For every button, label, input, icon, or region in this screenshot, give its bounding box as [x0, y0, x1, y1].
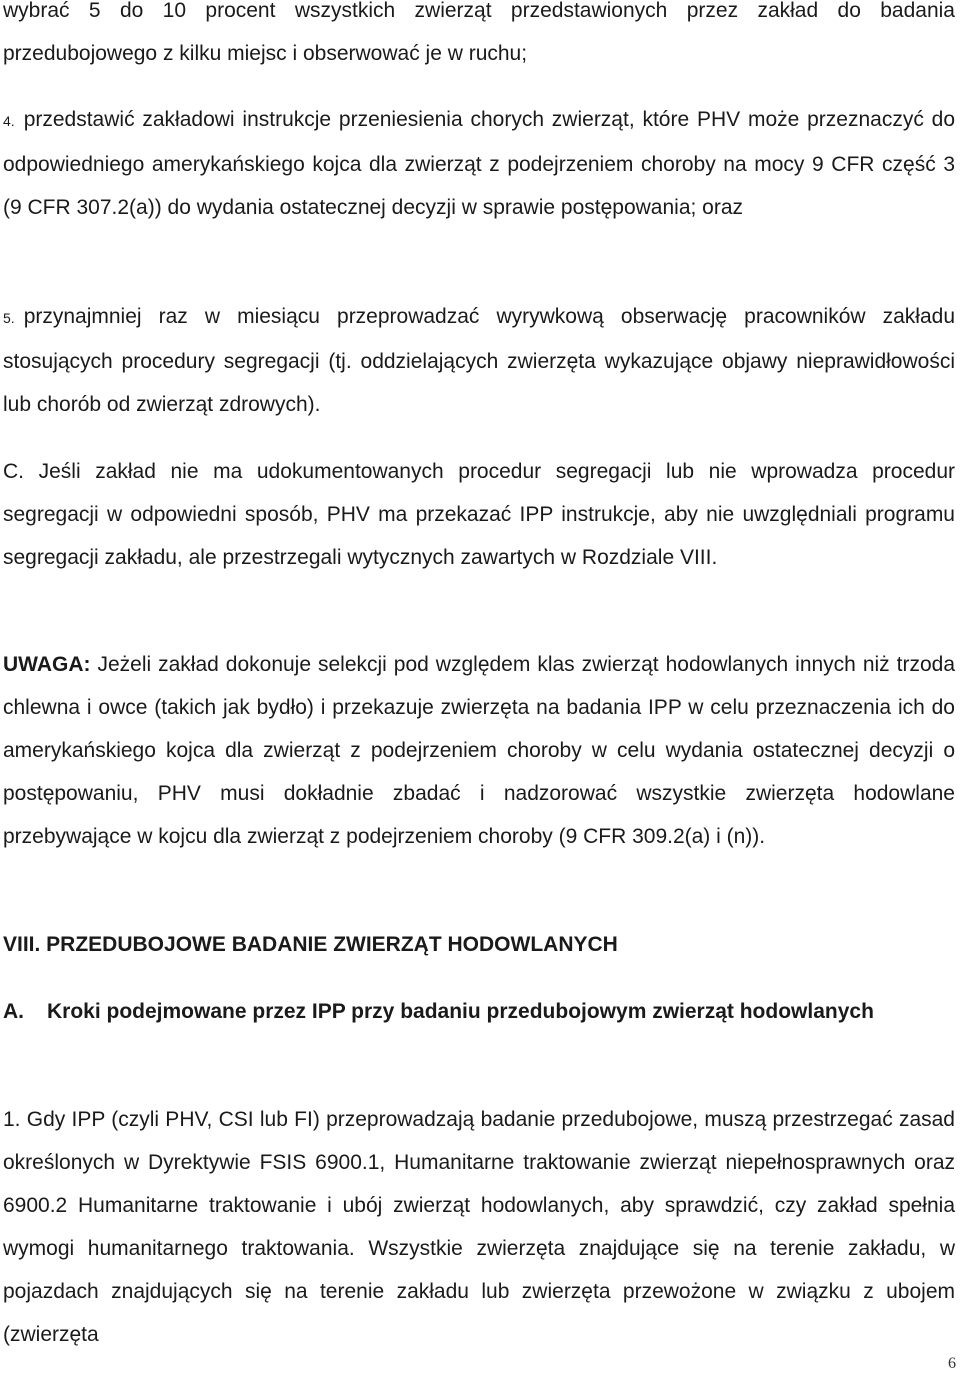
section-heading-a — [3, 990, 955, 1033]
item-3-text: wybrać 5 do 10 procent wszystkich zwierząt przedstawionych przez zakład do badania przedubojowego z kilku miejsc i obserwować je w ruchu; — [3, 0, 955, 65]
item-4-number: 4. — [3, 113, 15, 129]
step-1-text: 1. Gdy IPP (czyli PHV, CSI lub FI) przeprowadzają badanie przedubojowe, muszą przestrzegać zasad określonych w Dyrektywie FSIS 6900.1, Humanitarne traktowanie zwierząt niepełnosprawnych oraz 6900.2 Humanitarne traktowanie i ubój zwierząt hodowlanych, aby sprawdzić, czy zakład spełnia wymogi humanitarnego traktowania. Wszystkie zwierzęta znajdujące się na terenie zakładu, w pojazdach znajdujących się na terenie zakładu lub zwierzęta przewożone w związku z ubojem (zwierzęta — [3, 1108, 955, 1346]
chapter-heading-viii: VIII. PRZEDUBOJOWE BADANIE ZWIERZĄT HODOWLANYCH — [3, 933, 618, 956]
section-c-text: C. Jeśli zakład nie ma udokumentowanych procedur segregacji lub nie wprowadza procedur segregacji w odpowiedni sposób, PHV ma przekazać IPP instrukcje, aby nie uwzględniali programu segregacji zakładu, ale przestrzegali wytycznych zawartych w Rozdziale VIII. — [3, 460, 955, 569]
item-5-number: 5. — [3, 310, 15, 326]
note-text: Jeżeli zakład dokonuje selekcji pod względem klas zwierząt hodowlanych innych niż trzoda chlewna i owce (takich jak bydło) i przekazuje zwierzęta na badania IPP w celu przeznaczenia ich do amerykańskiego kojca dla zwierząt z podejrzeniem choroby w celu wydania ostatecznej decyzji o postępowaniu, PHV musi dokładnie zbadać i nadzorować wszystkie zwierzęta hodowlane przebywające w kojcu dla zwierząt z podejrzeniem choroby (9 CFR 309.2(a) i (n)). — [3, 653, 955, 848]
item-5-text: przynajmniej raz w miesiącu przeprowadzać wyrywkową obserwację pracowników zakładu stosujących procedury segregacji (tj. oddzielających zwierzęta wykazujące objawy nieprawidłowości lub chorób od zwierząt zdrowych). — [3, 305, 955, 416]
section-a-letter: A. — [3, 1000, 24, 1023]
step-1-paragraph — [3, 1098, 955, 1356]
list-item-4 — [3, 98, 955, 229]
item-4-text: przedstawić zakładowi instrukcje przeniesienia chorych zwierząt, które PHV może przeznaczyć do odpowiedniego amerykańskiego kojca dla zwierząt z podejrzeniem choroby na mocy 9 CFR część 3 (9 CFR 307.2(a)) do wydania ostatecznej decyzji w sprawie postępowania; oraz — [3, 108, 955, 219]
page-number: 6 — [948, 1355, 956, 1372]
note-label: UWAGA: — [3, 653, 91, 676]
note-paragraph — [3, 643, 955, 858]
list-item-5 — [3, 295, 955, 426]
section-c-paragraph — [3, 450, 955, 579]
list-item-3 — [3, 0, 955, 75]
section-a-title: Kroki podejmowane przez IPP przy badaniu przedubojowym zwierząt hodowlanych — [47, 1000, 874, 1023]
